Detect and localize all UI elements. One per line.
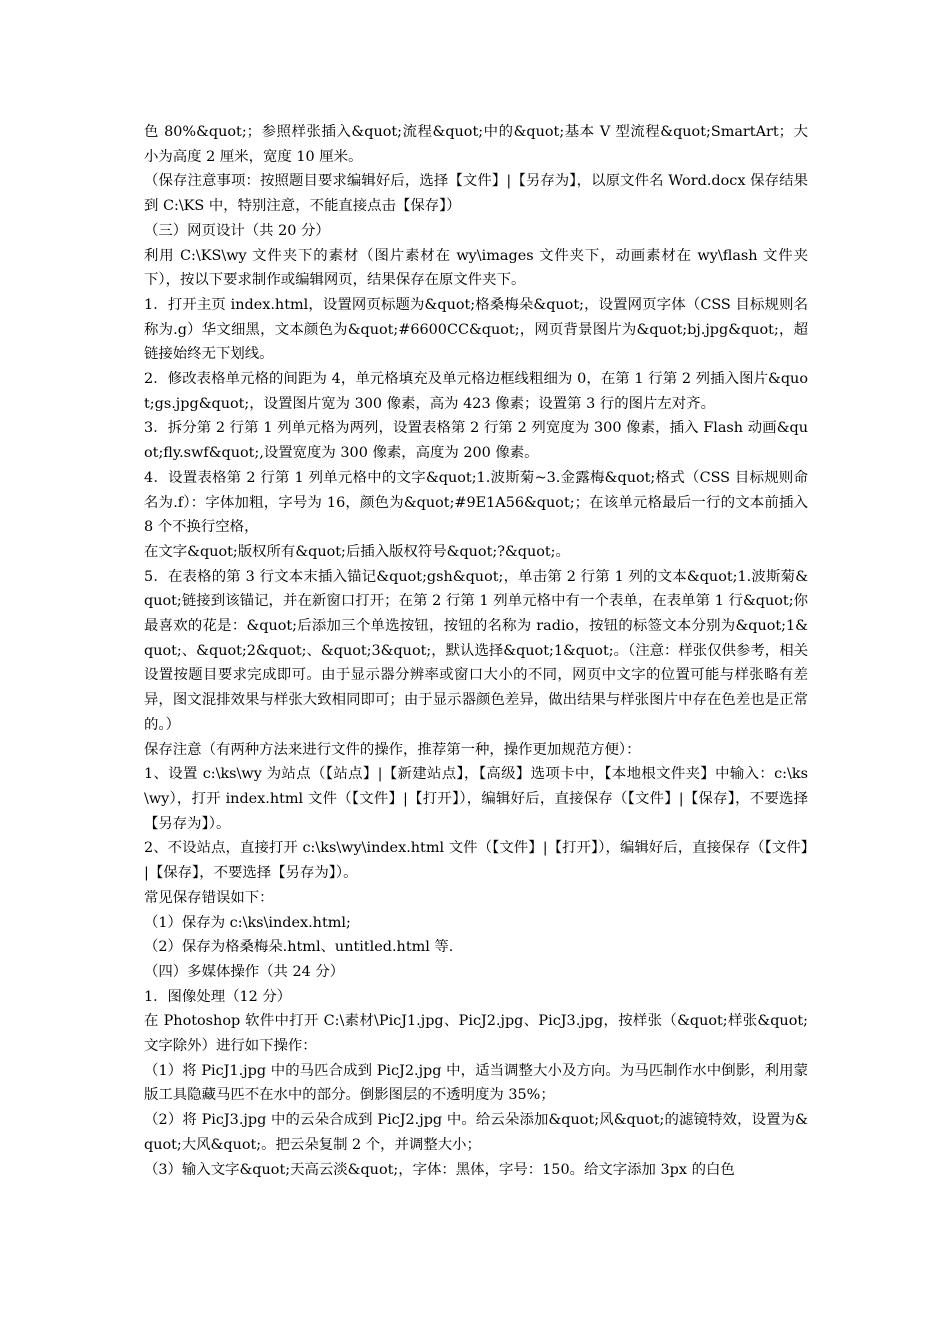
paragraph-save-method-2: 2、不设站点，直接打开 c:\ks\wy\index.html 文件（【文件】|【打开】），编辑好后，直接保存（【文件】|【保存】，不要选择【另存为】）。 (144, 840, 808, 882)
document-page (144, 120, 808, 1182)
paragraph-web-step-4-continued: 在文字&quot;版权所有&quot;后插入版权符号&quot;?&quot;。 (144, 543, 570, 560)
paragraph-web-step-2: 2．修改表格单元格的间距为 4，单元格填充及单元格边框线粗细为 0，在第 1 行第 2 列插入图片&quot;gs.jpg&quot;，设置图片宽为 300 像素，高为 423 像素；设置第 3 行的图片左对齐。 (144, 371, 808, 412)
paragraph-web-intro: 利用 C:\KS\wy 文件夹下的素材（图片素材在 wy\images 文件夹下，动画素材在 wy\flash 文件夹下），按以下要求制作或编辑网页，结果保存在原文件夹下。 (144, 247, 808, 289)
paragraph-save-note-heading: 保存注意（有两种方法来进行文件的操作，推荐第一种，操作更加规范方便）： (144, 741, 641, 758)
paragraph-save-method-1: 1、设置 c:\ks\wy 为站点（【站点】|【新建站点】，【高级】选项卡中，【本地根文件夹】中输入：c:\ks\wy），打开 index.html 文件（【文件】|【打开】），编辑好后，直接保存（【文件】|【保存】，不要选择【另存为】）。 (144, 766, 808, 832)
paragraph-photoshop-intro: 在 Photoshop 软件中打开 C:\素材\PicJ1.jpg、PicJ2.jpg、PicJ3.jpg，按样张（&quot;样张&quot;文字除外）进行如下操作： (144, 1013, 808, 1055)
paragraph-web-step-4: 4．设置表格第 2 行第 1 列单元格中的文字&quot;1.波斯菊~3.金露梅&quot;格式（CSS 目标规则命名为.f）：字体加粗，字号为 16，颜色为&quot;#9E1A56&quot;；在该单元格最后一行的文本前插入 8 个不换行空格， (144, 469, 808, 536)
paragraph-web-step-3: 3．拆分第 2 行第 1 列单元格为两列，设置表格第 2 行第 2 列宽度为 300 像素，插入 Flash 动画&quot;fly.swf&quot;,设置宽度为 300 像素，高度为 200 像素。 (144, 420, 808, 462)
paragraph-common-errors-heading: 常见保存错误如下： (144, 889, 274, 906)
subsection-heading-image-processing: 1．图像处理（12 分） (144, 988, 292, 1005)
paragraph-common-error-2: （2）保存为格桑梅朵.html、untitled.html 等. (144, 939, 454, 956)
paragraph-common-error-1: （1）保存为 c:\ks\index.html; (144, 914, 351, 931)
paragraph-smartart-instruction: 色 80%&quot;；参照样张插入&quot;流程&quot;中的&quot;基本 V 型流程&quot;SmartArt；大小为高度 2 厘米，宽度 10 厘米。 (144, 124, 808, 165)
section-heading-multimedia: （四）多媒体操作（共 24 分） (144, 963, 345, 980)
section-heading-web-design: （三）网页设计（共 20 分） (144, 222, 330, 239)
paragraph-web-step-5: 5．在表格的第 3 行文本末插入锚记&quot;gsh&quot;，单击第 2 行第 1 列的文本&quot;1.波斯菊&quot;链接到该锚记，并在新窗口打开；在第 2 行第 1 列单元格中有一个表单，在表单第 1 行&quot;你最喜欢的花是：&quot;后添加三个单选按钮，按钮的名称为 radio，按钮的标签文本分别为&quot;1&quot;、&quot;2&quot;、&quot;3&quot;，默认选择&quot;1&quot;。（注意：样张仅供参考，相关设置按题目要求完成即可。由于显示器分辨率或窗口大小的不同，网页中文字的位置可能与样张略有差异，图文混排效果与样张大致相同即可；由于显示器颜色差异，做出结果与样张图片中存在色差也是正常的。） (144, 568, 808, 733)
paragraph-photoshop-step-3: （3）输入文字&quot;天高云淡&quot;，字体：黑体，字号：150。给文字添加 3px 的白色 (144, 1161, 735, 1178)
paragraph-photoshop-step-2: （2）将 PicJ3.jpg 中的云朵合成到 PicJ2.jpg 中。给云朵添加&quot;风&quot;的滤镜特效，设置为&quot;大风&quot;。把云朵复制 2 个，并调整大小； (144, 1112, 808, 1153)
paragraph-word-save-note: （保存注意事项：按照题目要求编辑好后，选择【文件】|【另存为】，以原文件名 Word.docx 保存结果到 C:\KS 中，特别注意，不能直接点击【保存】） (144, 173, 808, 215)
paragraph-web-step-1: 1．打开主页 index.html，设置网页标题为&quot;格桑梅朵&quot;，设置网页字体（CSS 目标规则名称为.g）华文细黑，文本颜色为&quot;#6600CC&quot;，网页背景图片为&quot;bj.jpg&quot;，超链接始终无下划线。 (144, 296, 808, 363)
paragraph-photoshop-step-1: （1）将 PicJ1.jpg 中的马匹合成到 PicJ2.jpg 中，适当调整大小及方向。为马匹制作水中倒影，利用蒙版工具隐藏马匹不在水中的部分。倒影图层的不透明度为 35%； (144, 1062, 808, 1104)
